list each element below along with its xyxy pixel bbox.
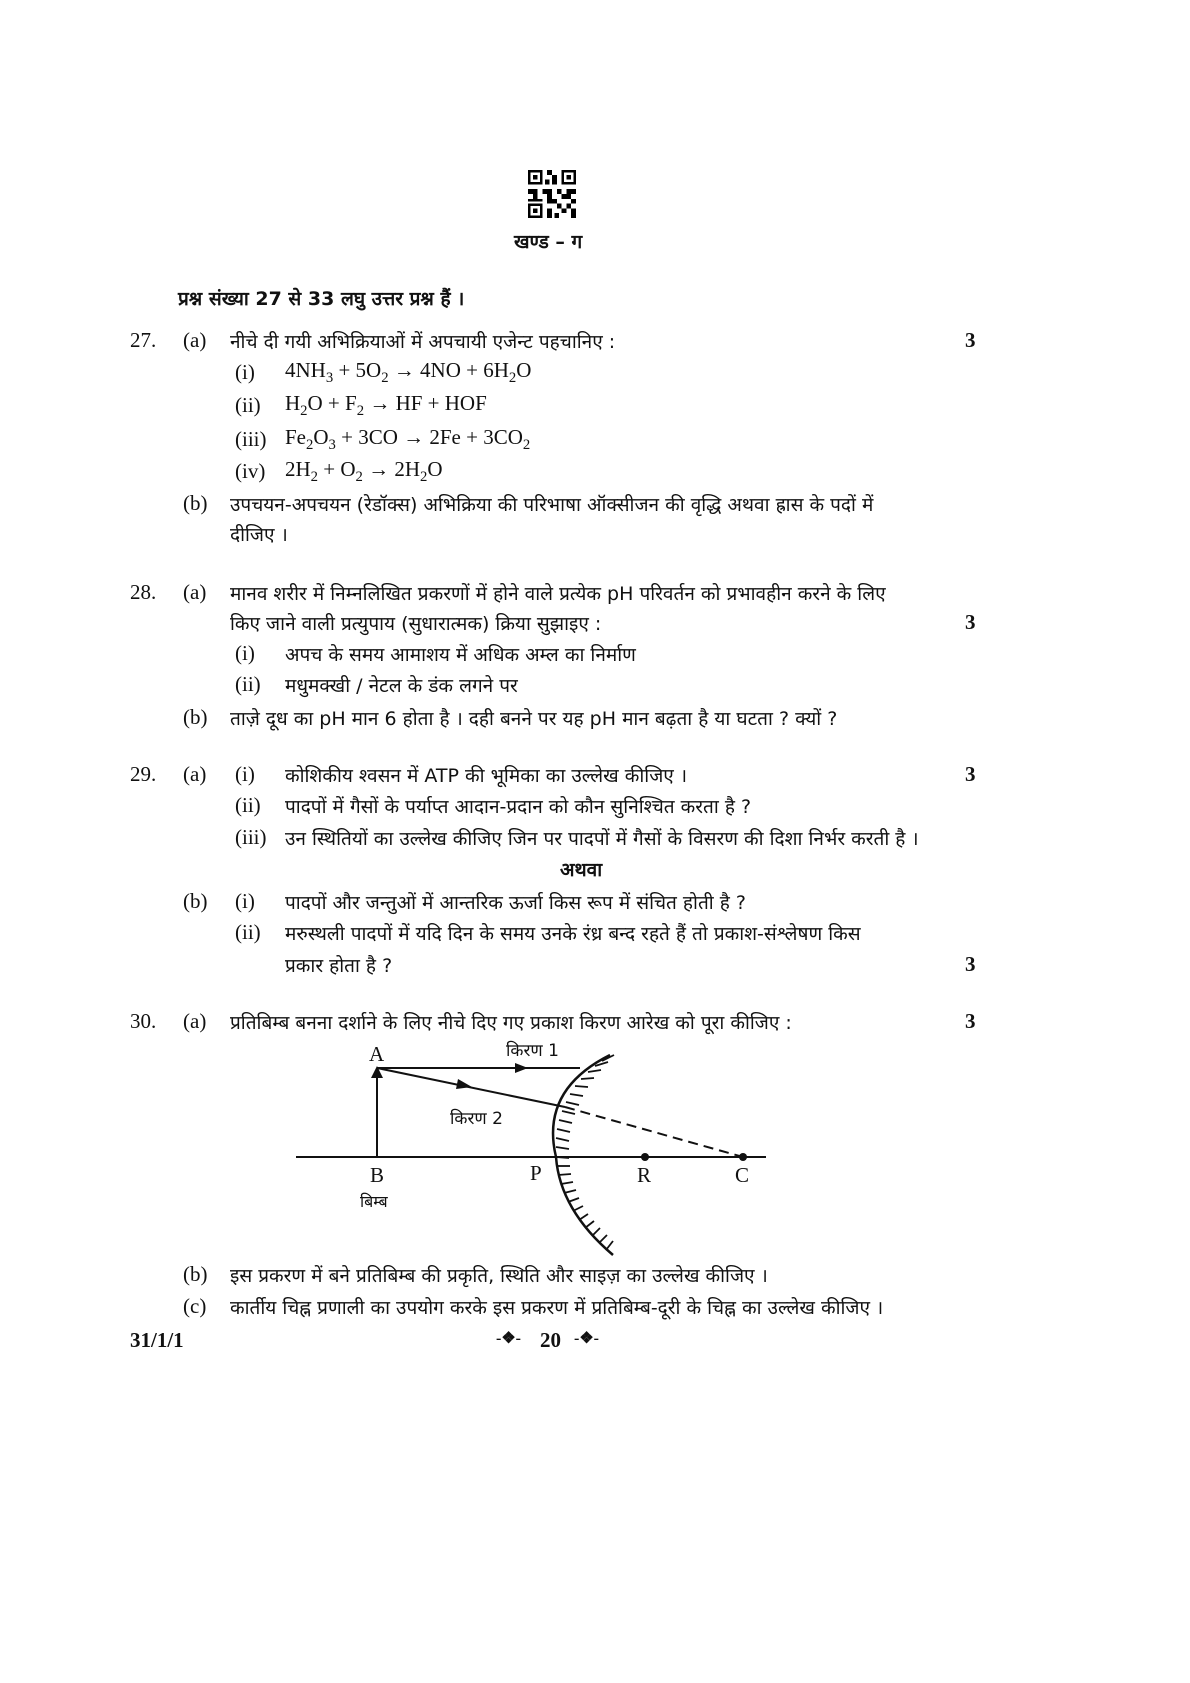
or-label: अथवा	[560, 859, 603, 881]
part-label: (b)	[183, 491, 208, 515]
question-text: उपचयन-अपचयन (रेडॉक्स) अभिक्रिया की परिभाषा ऑक्सीजन की वृद्धि अथवा ह्रास के पदों में	[230, 494, 874, 516]
page-number: 20	[540, 1328, 561, 1352]
question-text: प्रकार होता है ?	[285, 955, 393, 977]
paper-code: 31/1/1	[130, 1328, 184, 1352]
question-text: ताज़े दूध का pH मान 6 होता है । दही बनने पर यह pH मान बढ़ता है या घटता ? क्यों ?	[230, 708, 838, 730]
part-label: (b)	[183, 705, 208, 729]
ornament-left-icon: -❖-	[496, 1330, 521, 1347]
equation: $4NH_3 + 5O_2 \to 4NO + 6H_2O$	[285, 358, 532, 387]
diagram-label-p: P	[530, 1161, 542, 1185]
part-label: (b)	[183, 889, 208, 913]
question-text: किए जाने वाली प्रत्युपाय (सुधारात्मक) क्रिया सुझाइए :	[230, 613, 602, 635]
question-number-29: 29.	[130, 762, 157, 786]
section-title: खण्ड – ग	[514, 231, 583, 253]
marks: 3	[965, 1009, 976, 1033]
subpart-label: (iv)	[235, 459, 266, 483]
part-label: (a)	[183, 1009, 207, 1033]
question-number-27: 27.	[130, 328, 157, 352]
subpart-label: (ii)	[235, 393, 261, 417]
question-text: कोशिकीय श्वसन में ATP की भूमिका का उल्लेख कीजिए ।	[285, 765, 688, 787]
question-text: मधुमक्खी / नेटल के डंक लगने पर	[285, 675, 518, 697]
part-label: (a)	[183, 328, 207, 352]
subpart-label: (ii)	[235, 793, 261, 817]
question-text: पादपों और जन्तुओं में आन्तरिक ऊर्जा किस रूप में संचित होती है ?	[285, 892, 746, 914]
equation: $Fe_2O_3 + 3CO \to 2Fe + 3CO_2$	[285, 425, 531, 454]
question-text: उन स्थितियों का उल्लेख कीजिए जिन पर पादपों में गैसों के विसरण की दिशा निर्भर करती है ।	[285, 828, 919, 850]
question-number-28: 28.	[130, 580, 157, 604]
diagram-label-ray2: किरण 2	[450, 1109, 503, 1129]
part-label: (a)	[183, 762, 207, 786]
diagram-label-r: R	[637, 1163, 652, 1187]
question-text: नीचे दी गयी अभिक्रियाओं में अपचायी एजेन्ट पहचानिए :	[230, 331, 616, 353]
diagram-label-b: B	[370, 1163, 385, 1187]
subpart-label: (i)	[235, 762, 255, 786]
marks: 3	[965, 762, 976, 786]
question-text: मानव शरीर में निम्नलिखित प्रकरणों में होने वाले प्रत्येक pH परिवर्तन को प्रभावहीन करने के लिए	[230, 583, 886, 605]
diagram-label-c: C	[735, 1163, 750, 1187]
part-label: (a)	[183, 580, 207, 604]
subpart-label: (i)	[235, 641, 255, 665]
marks: 3	[965, 610, 976, 634]
diagram-label-a: A	[369, 1042, 385, 1066]
diagram-label-object: बिम्ब	[360, 1192, 388, 1211]
question-text: पादपों में गैसों के पर्याप्त आदान-प्रदान को कौन सुनिश्चित करता है ?	[285, 796, 752, 818]
question-text: दीजिए ।	[230, 524, 288, 546]
equation: $H_2O + F_2$ → HF + HOF	[285, 391, 487, 420]
question-text: मरुस्थली पादपों में यदि दिन के समय उनके रंध्र बन्द रहते हैं तो प्रकाश-संश्लेषण किस	[285, 923, 861, 945]
question-text: प्रतिबिम्ब बनना दर्शाने के लिए नीचे दिए गए प्रकाश किरण आरेख को पूरा कीजिए :	[230, 1012, 792, 1034]
subpart-label: (iii)	[235, 427, 267, 451]
question-text: कार्तीय चिह्न प्रणाली का उपयोग करके इस प्रकरण में प्रतिबिम्ब-दूरी के चिह्न का उल्लेख कीजिए ।	[230, 1297, 884, 1319]
question-text: अपच के समय आमाशय में अधिक अम्ल का निर्माण	[285, 644, 636, 666]
subpart-label: (iii)	[235, 825, 267, 849]
marks: 3	[965, 328, 976, 352]
subpart-label: (ii)	[235, 920, 261, 944]
question-number-30: 30.	[130, 1009, 157, 1033]
part-label: (c)	[183, 1294, 207, 1318]
subpart-label: (i)	[235, 360, 255, 384]
diagram-label-ray1: किरण 1	[506, 1041, 559, 1061]
ornament-right-icon: -❖-	[574, 1330, 599, 1347]
part-label: (b)	[183, 1262, 208, 1286]
subpart-label: (i)	[235, 889, 255, 913]
section-instruction: प्रश्न संख्या 27 से 33 लघु उत्तर प्रश्न हैं ।	[178, 288, 465, 310]
equation: $2H_2 + O_2 \to 2H_2O$	[285, 457, 443, 486]
marks: 3	[965, 952, 976, 976]
question-text: इस प्रकरण में बने प्रतिबिम्ब की प्रकृति, स्थिति और साइज़ का उल्लेख कीजिए ।	[230, 1265, 768, 1287]
subpart-label: (ii)	[235, 672, 261, 696]
